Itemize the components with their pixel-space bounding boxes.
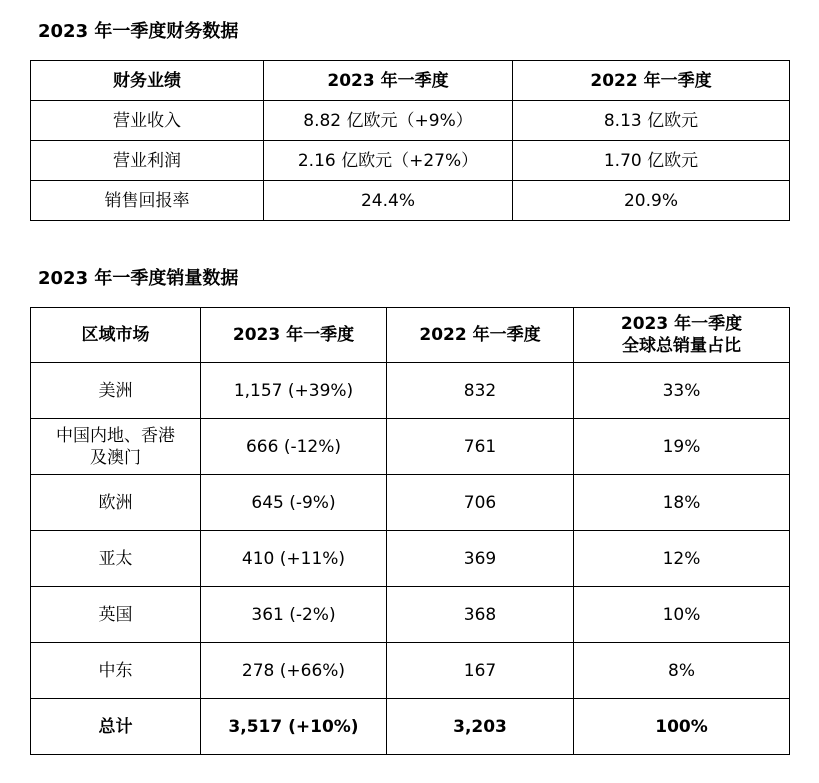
table-cell: 营业利润 bbox=[31, 141, 264, 181]
table-cell: 832 bbox=[387, 363, 574, 419]
table-cell: 2.16 亿欧元（+27%） bbox=[264, 141, 513, 181]
table-cell: 19% bbox=[574, 419, 790, 475]
table-cell: 706 bbox=[387, 475, 574, 531]
table-cell: 369 bbox=[387, 531, 574, 587]
table-cell: 20.9% bbox=[513, 181, 790, 221]
table-cell: 3,517 (+10%) bbox=[201, 699, 387, 755]
table-row bbox=[31, 419, 790, 475]
table-cell: 8% bbox=[574, 643, 790, 699]
header-cell: 2022 年一季度 bbox=[387, 308, 574, 363]
table-cell: 361 (-2%) bbox=[201, 587, 387, 643]
finance-table-title: 2023 年一季度财务数据 bbox=[38, 21, 239, 42]
table-cell: 368 bbox=[387, 587, 574, 643]
header-cell: 2023 年一季度 全球总销量占比 bbox=[574, 308, 790, 363]
header-cell: 2023 年一季度 bbox=[264, 61, 513, 101]
table-cell: 12% bbox=[574, 531, 790, 587]
table-cell: 1,157 (+39%) bbox=[201, 363, 387, 419]
table-cell: 24.4% bbox=[264, 181, 513, 221]
table-row bbox=[31, 531, 790, 587]
table-cell: 33% bbox=[574, 363, 790, 419]
table-header-row bbox=[31, 61, 790, 101]
table-cell: 美洲 bbox=[31, 363, 201, 419]
table-cell: 中国内地、香港 及澳门 bbox=[31, 419, 201, 475]
table-row bbox=[31, 587, 790, 643]
table-row bbox=[31, 141, 790, 181]
sales-table bbox=[30, 307, 790, 755]
table-cell: 营业收入 bbox=[31, 101, 264, 141]
table-cell: 总计 bbox=[31, 699, 201, 755]
table-row bbox=[31, 101, 790, 141]
table-cell: 645 (-9%) bbox=[201, 475, 387, 531]
table-cell: 100% bbox=[574, 699, 790, 755]
table-row bbox=[31, 643, 790, 699]
sales-table-title: 2023 年一季度销量数据 bbox=[38, 268, 239, 289]
table-cell: 278 (+66%) bbox=[201, 643, 387, 699]
table-cell: 亚太 bbox=[31, 531, 201, 587]
table-cell: 761 bbox=[387, 419, 574, 475]
table-cell: 3,203 bbox=[387, 699, 574, 755]
table-cell: 666 (-12%) bbox=[201, 419, 387, 475]
table-row bbox=[31, 181, 790, 221]
table-cell: 销售回报率 bbox=[31, 181, 264, 221]
table-cell: 1.70 亿欧元 bbox=[513, 141, 790, 181]
header-cell: 2022 年一季度 bbox=[513, 61, 790, 101]
table-cell: 中东 bbox=[31, 643, 201, 699]
table-cell: 欧洲 bbox=[31, 475, 201, 531]
table-cell: 8.82 亿欧元（+9%） bbox=[264, 101, 513, 141]
table-cell: 8.13 亿欧元 bbox=[513, 101, 790, 141]
table-cell: 10% bbox=[574, 587, 790, 643]
table-row bbox=[31, 363, 790, 419]
table-cell: 英国 bbox=[31, 587, 201, 643]
table-header-row bbox=[31, 308, 790, 363]
table-cell: 410 (+11%) bbox=[201, 531, 387, 587]
header-cell: 2023 年一季度 bbox=[201, 308, 387, 363]
header-cell: 财务业绩 bbox=[31, 61, 264, 101]
table-cell: 167 bbox=[387, 643, 574, 699]
finance-table bbox=[30, 60, 790, 221]
table-cell: 18% bbox=[574, 475, 790, 531]
table-total-row bbox=[31, 699, 790, 755]
table-row bbox=[31, 475, 790, 531]
header-cell: 区域市场 bbox=[31, 308, 201, 363]
